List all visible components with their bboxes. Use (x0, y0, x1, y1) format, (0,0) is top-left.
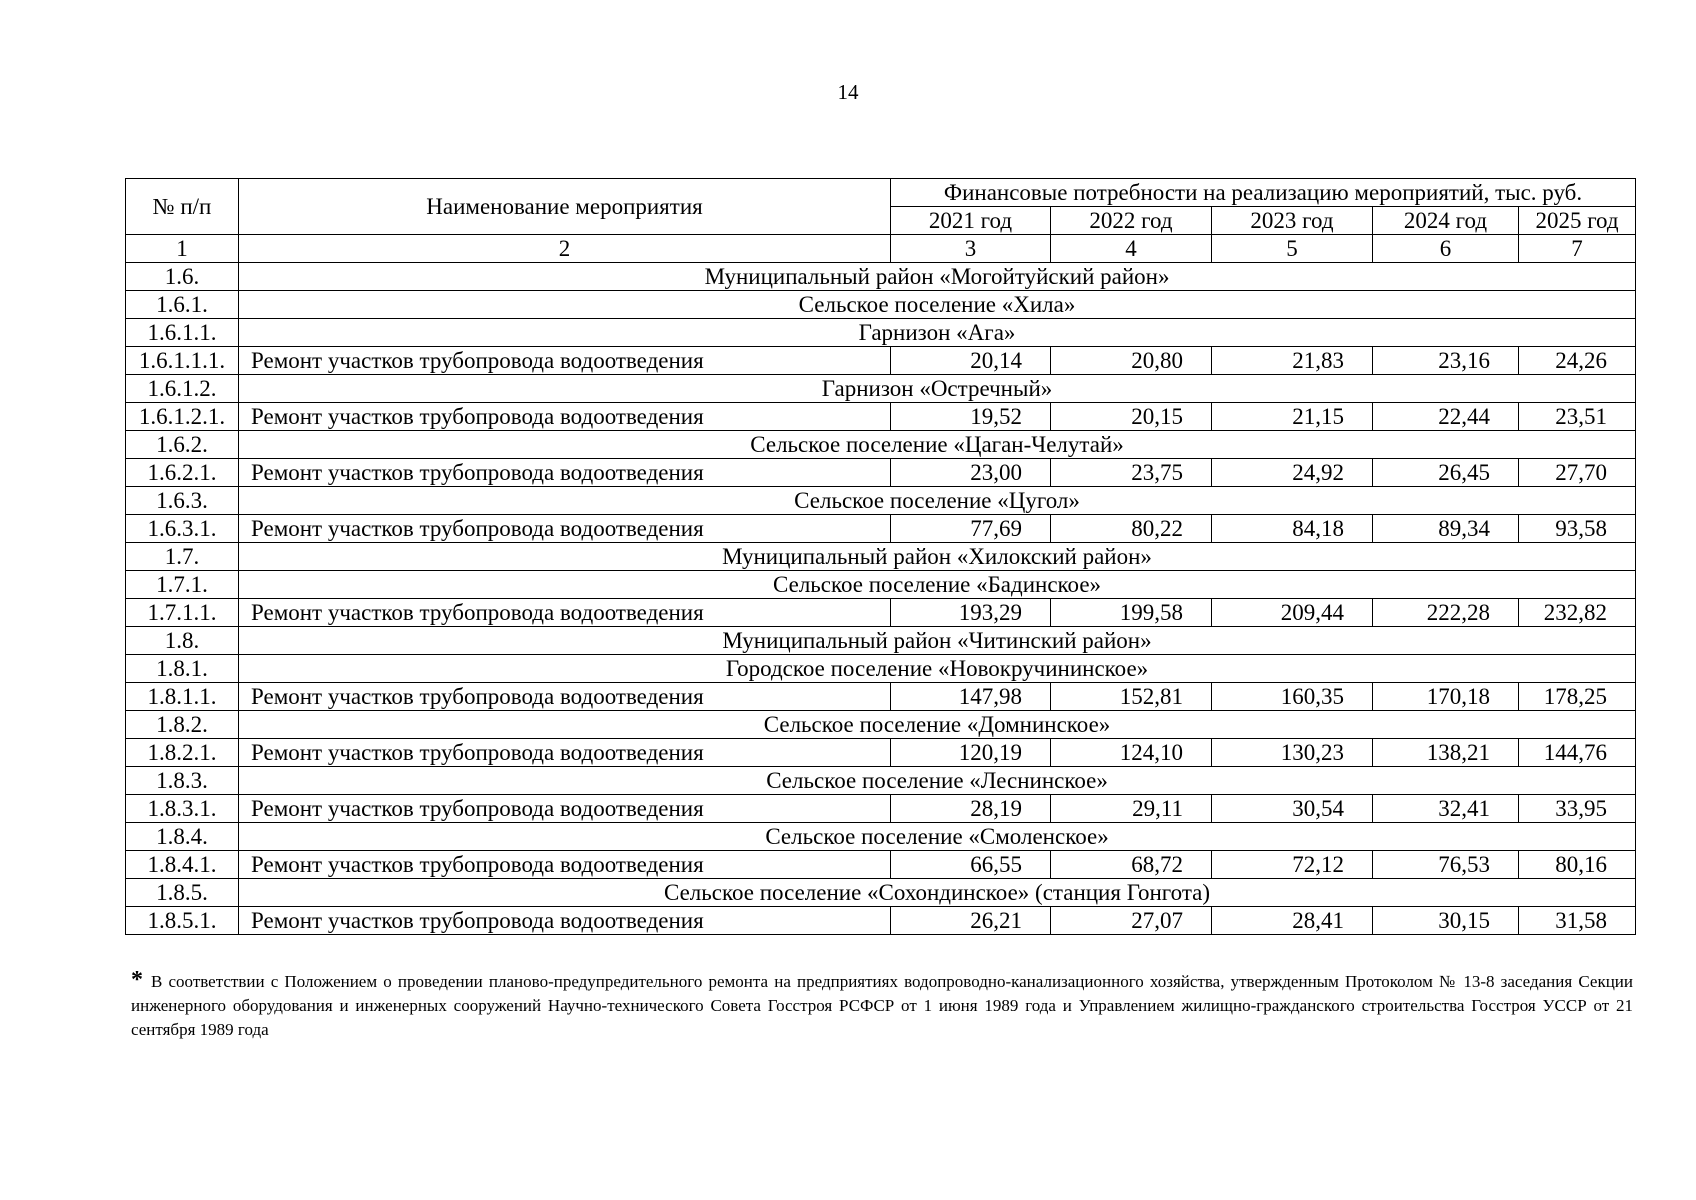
amount-cell: 21,15 (1212, 403, 1373, 431)
section-row (126, 879, 1636, 907)
column-index: 4 (1051, 235, 1212, 263)
row-number: 1.8.2.1. (126, 739, 239, 767)
header-year: 2025 год (1519, 207, 1636, 235)
row-number: 1.8.2. (126, 711, 239, 739)
table-row (126, 907, 1636, 935)
activity-name: Ремонт участков трубопровода водоотведения (239, 739, 891, 767)
section-title: Гарнизон «Остречный» (239, 375, 1636, 403)
header-row-index (126, 235, 1636, 263)
amount-cell: 20,15 (1051, 403, 1212, 431)
amount-cell: 33,95 (1519, 795, 1636, 823)
row-number: 1.8.1. (126, 655, 239, 683)
table-row (126, 599, 1636, 627)
row-number: 1.6. (126, 263, 239, 291)
amount-cell: 29,11 (1051, 795, 1212, 823)
amount-cell: 23,00 (891, 459, 1051, 487)
activity-name: Ремонт участков трубопровода водоотведения (239, 515, 891, 543)
row-number: 1.6.1.1. (126, 319, 239, 347)
table-body (126, 179, 1636, 935)
section-title: Сельское поселение «Леснинское» (239, 767, 1636, 795)
activity-name: Ремонт участков трубопровода водоотведения (239, 683, 891, 711)
activity-name: Ремонт участков трубопровода водоотведения (239, 851, 891, 879)
row-number: 1.8.3.1. (126, 795, 239, 823)
column-index: 2 (239, 235, 891, 263)
table-row (126, 403, 1636, 431)
column-index: 6 (1373, 235, 1519, 263)
table-row (126, 683, 1636, 711)
amount-cell: 193,29 (891, 599, 1051, 627)
amount-cell: 222,28 (1373, 599, 1519, 627)
footnote-marker: * (131, 967, 143, 993)
amount-cell: 31,58 (1519, 907, 1636, 935)
amount-cell: 30,54 (1212, 795, 1373, 823)
section-row (126, 263, 1636, 291)
amount-cell: 23,16 (1373, 347, 1519, 375)
section-row (126, 543, 1636, 571)
amount-cell: 130,23 (1212, 739, 1373, 767)
amount-cell: 120,19 (891, 739, 1051, 767)
section-row (126, 319, 1636, 347)
header-num: № п/п (126, 179, 239, 235)
amount-cell: 26,45 (1373, 459, 1519, 487)
page-number: 14 (837, 80, 859, 104)
section-title: Сельское поселение «Хила» (239, 291, 1636, 319)
amount-cell: 152,81 (1051, 683, 1212, 711)
amount-cell: 80,22 (1051, 515, 1212, 543)
amount-cell: 26,21 (891, 907, 1051, 935)
section-row (126, 711, 1636, 739)
section-title: Городское поселение «Новокручининское» (239, 655, 1636, 683)
amount-cell: 30,15 (1373, 907, 1519, 935)
amount-cell: 24,26 (1519, 347, 1636, 375)
section-row (126, 291, 1636, 319)
table-row (126, 459, 1636, 487)
header-row-1 (126, 179, 1636, 207)
table-row (126, 795, 1636, 823)
section-title: Муниципальный район «Могойтуйский район» (239, 263, 1636, 291)
header-year: 2021 год (891, 207, 1051, 235)
amount-cell: 170,18 (1373, 683, 1519, 711)
activity-name: Ремонт участков трубопровода водоотведения (239, 599, 891, 627)
amount-cell: 27,70 (1519, 459, 1636, 487)
amount-cell: 232,82 (1519, 599, 1636, 627)
amount-cell: 178,25 (1519, 683, 1636, 711)
section-row (126, 431, 1636, 459)
amount-cell: 77,69 (891, 515, 1051, 543)
section-row (126, 823, 1636, 851)
activity-name: Ремонт участков трубопровода водоотведения (239, 907, 891, 935)
amount-cell: 28,41 (1212, 907, 1373, 935)
row-number: 1.7.1.1. (126, 599, 239, 627)
section-title: Сельское поселение «Цугол» (239, 487, 1636, 515)
amount-cell: 89,34 (1373, 515, 1519, 543)
amount-cell: 209,44 (1212, 599, 1373, 627)
row-number: 1.8. (126, 627, 239, 655)
row-number: 1.7.1. (126, 571, 239, 599)
amount-cell: 21,83 (1212, 347, 1373, 375)
column-index: 3 (891, 235, 1051, 263)
amount-cell: 147,98 (891, 683, 1051, 711)
row-number: 1.6.3. (126, 487, 239, 515)
amount-cell: 20,14 (891, 347, 1051, 375)
section-title: Сельское поселение «Домнинское» (239, 711, 1636, 739)
section-row (126, 767, 1636, 795)
financial-needs-table (125, 178, 1636, 935)
header-year: 2024 год (1373, 207, 1519, 235)
section-title: Сельское поселение «Бадинское» (239, 571, 1636, 599)
amount-cell: 160,35 (1212, 683, 1373, 711)
row-number: 1.8.4.1. (126, 851, 239, 879)
row-number: 1.6.1. (126, 291, 239, 319)
row-number: 1.6.2. (126, 431, 239, 459)
amount-cell: 68,72 (1051, 851, 1212, 879)
amount-cell: 80,16 (1519, 851, 1636, 879)
amount-cell: 19,52 (891, 403, 1051, 431)
column-index: 1 (126, 235, 239, 263)
amount-cell: 144,76 (1519, 739, 1636, 767)
amount-cell: 24,92 (1212, 459, 1373, 487)
row-number: 1.8.5.1. (126, 907, 239, 935)
section-row (126, 655, 1636, 683)
amount-cell: 76,53 (1373, 851, 1519, 879)
amount-cell: 199,58 (1051, 599, 1212, 627)
row-number: 1.8.1.1. (126, 683, 239, 711)
header-year: 2023 год (1212, 207, 1373, 235)
header-finance: Финансовые потребности на реализацию мероприятий, тыс. руб. (891, 179, 1636, 207)
row-number: 1.8.5. (126, 879, 239, 907)
section-title: Сельское поселение «Цаган-Челутай» (239, 431, 1636, 459)
column-index: 7 (1519, 235, 1636, 263)
table-row (126, 347, 1636, 375)
amount-cell: 28,19 (891, 795, 1051, 823)
section-title: Муниципальный район «Хилокский район» (239, 543, 1636, 571)
activity-name: Ремонт участков трубопровода водоотведения (239, 795, 891, 823)
section-title: Сельское поселение «Сохондинское» (станция Гонгота) (239, 879, 1636, 907)
column-index: 5 (1212, 235, 1373, 263)
activity-name: Ремонт участков трубопровода водоотведения (239, 347, 891, 375)
row-number: 1.6.2.1. (126, 459, 239, 487)
amount-cell: 32,41 (1373, 795, 1519, 823)
amount-cell: 22,44 (1373, 403, 1519, 431)
section-title: Муниципальный район «Читинский район» (239, 627, 1636, 655)
amount-cell: 23,51 (1519, 403, 1636, 431)
row-number: 1.8.4. (126, 823, 239, 851)
footnote-text: В соответствии с Положением о проведении планово-предупредительного ремонта на предприятиях водопроводно-канализационного хозяйства, утвержденным Протоколом № 13-8 заседания Секции инженерного оборудования и инженерных сооружений Научно-технического Совета Госстроя РСФСР от 1 июня 1989 года и Управлением жилищно-гражданского строительства Госстроя УССР от 21 сентября 1989 года (131, 972, 1633, 1039)
section-row (126, 487, 1636, 515)
table-row (126, 739, 1636, 767)
row-number: 1.6.1.1.1. (126, 347, 239, 375)
amount-cell: 66,55 (891, 851, 1051, 879)
amount-cell: 124,10 (1051, 739, 1212, 767)
activity-name: Ремонт участков трубопровода водоотведения (239, 459, 891, 487)
row-number: 1.7. (126, 543, 239, 571)
section-row (126, 375, 1636, 403)
header-name: Наименование мероприятия (239, 179, 891, 235)
activity-name: Ремонт участков трубопровода водоотведения (239, 403, 891, 431)
row-number: 1.8.3. (126, 767, 239, 795)
table-row (126, 515, 1636, 543)
table-row (126, 851, 1636, 879)
footnote (131, 968, 1633, 1042)
row-number: 1.6.1.2.1. (126, 403, 239, 431)
header-year: 2022 год (1051, 207, 1212, 235)
section-row (126, 627, 1636, 655)
amount-cell: 84,18 (1212, 515, 1373, 543)
amount-cell: 93,58 (1519, 515, 1636, 543)
amount-cell: 72,12 (1212, 851, 1373, 879)
row-number: 1.6.3.1. (126, 515, 239, 543)
amount-cell: 138,21 (1373, 739, 1519, 767)
section-row (126, 571, 1636, 599)
row-number: 1.6.1.2. (126, 375, 239, 403)
section-title: Сельское поселение «Смоленское» (239, 823, 1636, 851)
section-title: Гарнизон «Ага» (239, 319, 1636, 347)
amount-cell: 20,80 (1051, 347, 1212, 375)
amount-cell: 23,75 (1051, 459, 1212, 487)
amount-cell: 27,07 (1051, 907, 1212, 935)
